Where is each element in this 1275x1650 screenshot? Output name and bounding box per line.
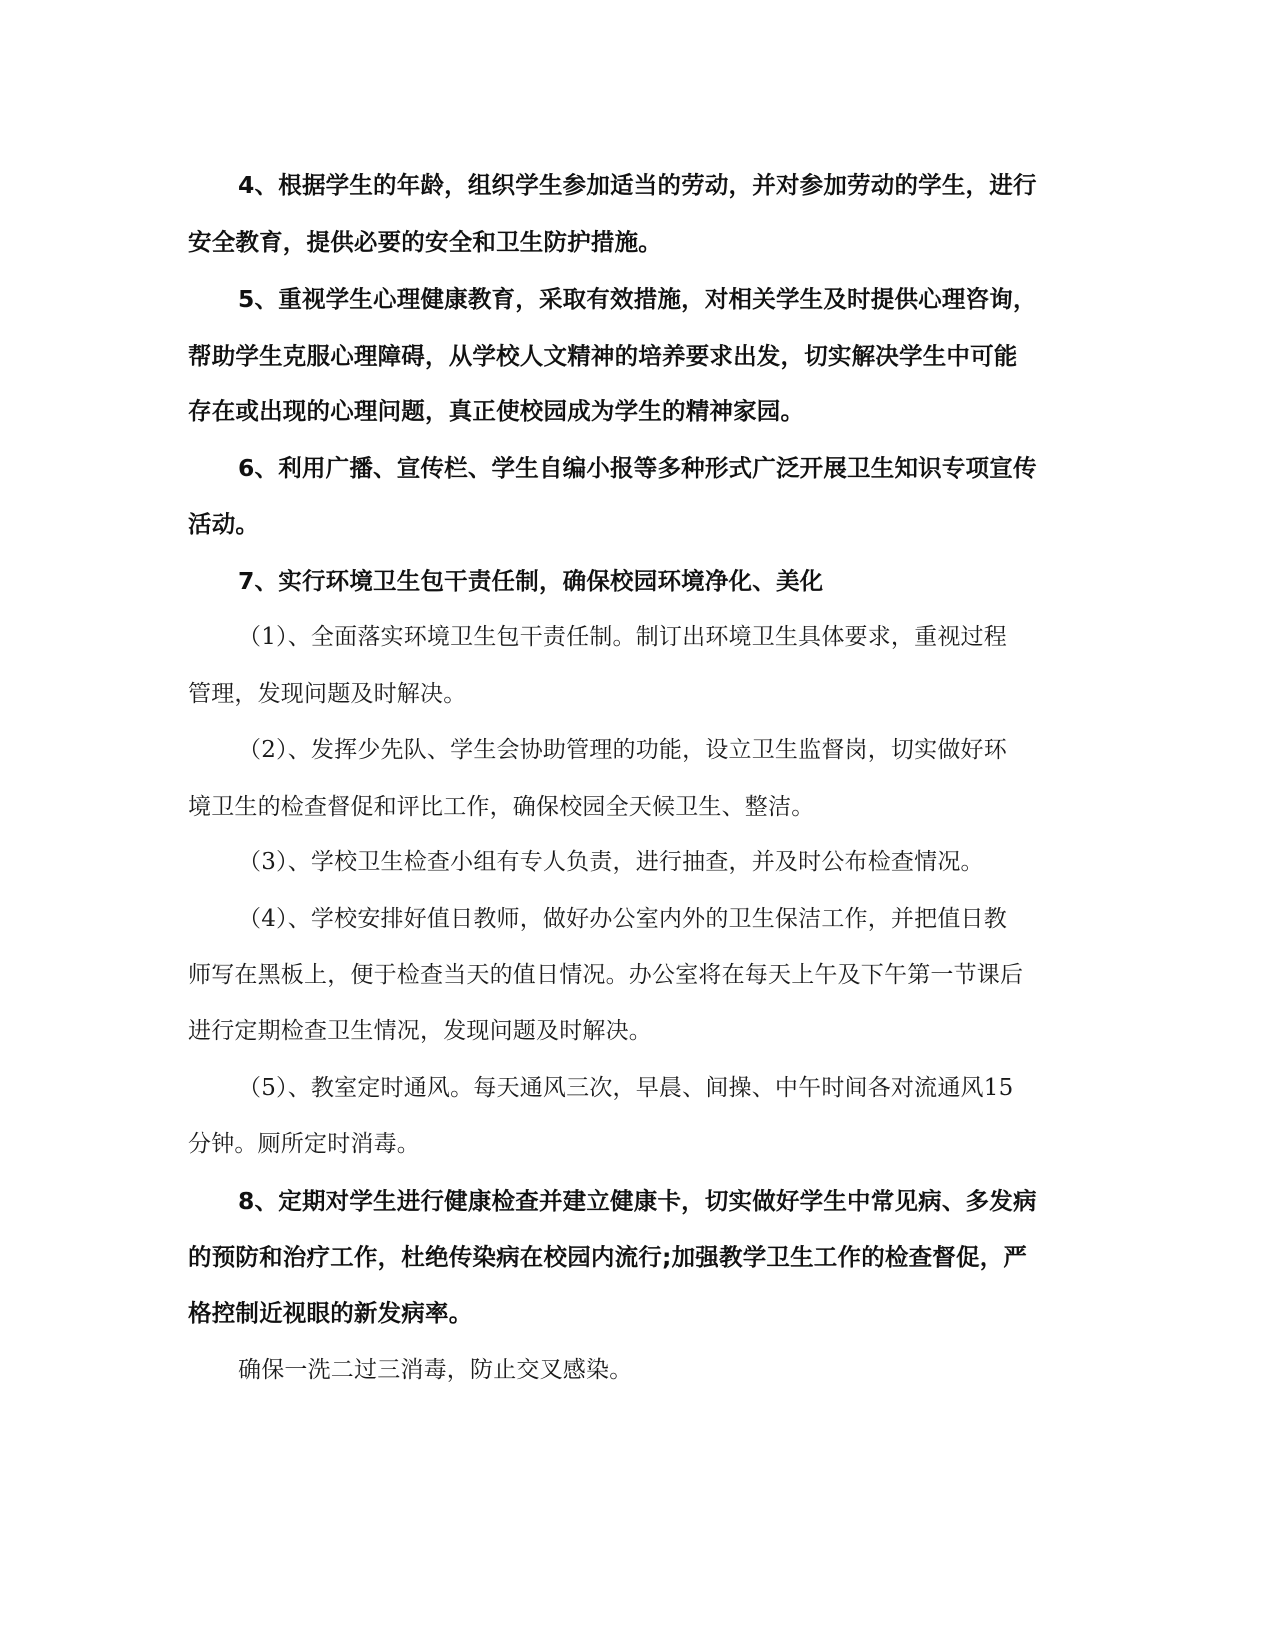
paragraph-5-line-3: 存在或出现的心理问题，真正使校园成为学生的精神家园。 [188,397,805,425]
item-4-line-2: 师写在黑板上，便于检查当天的值日情况。办公室将在每天上午及下午第一节课后 [188,962,1024,988]
paragraph-5-line-2: 帮助学生克服心理障碍，从学校人文精神的培养要求出发，切实解决学生中可能 [188,342,1018,370]
item-5-line-1: （5）、教室定时通风。每天通风三次，早晨、间操、中午时间各对流通风15 [238,1075,1014,1101]
item-2-line-2: 境卫生的检查督促和评比工作，确保校园全天候卫生、整洁。 [188,794,815,820]
paragraph-7-heading: 7、实行环境卫生包干责任制，确保校园环境净化、美化 [238,567,824,595]
paragraph-4-line-1: 4、根据学生的年龄，组织学生参加适当的劳动，并对参加劳动的学生，进行 [238,171,1037,199]
closing-line: 确保一洗二过三消毒，防止交叉感染。 [238,1357,633,1383]
item-1-line-2: 管理，发现问题及时解决。 [188,681,467,707]
item-1-line-1: （1）、全面落实环境卫生包干责任制。制订出环境卫生具体要求，重视过程 [238,624,1007,650]
paragraph-4-line-2: 安全教育，提供必要的安全和卫生防护措施。 [188,228,662,256]
paragraph-6-line-2: 活动。 [188,510,260,538]
paragraph-8-line-3: 格控制近视眼的新发病率。 [188,1299,473,1327]
item-5-line-2: 分钟。厕所定时消毒。 [188,1131,420,1157]
item-4-line-3: 进行定期检查卫生情况，发现问题及时解决。 [188,1018,652,1044]
paragraph-6-line-1: 6、利用广播、宣传栏、学生自编小报等多种形式广泛开展卫生知识专项宣传 [238,454,1037,482]
item-2-line-1: （2）、发挥少先队、学生会协助管理的功能，设立卫生监督岗，切实做好环 [238,737,1007,763]
item-3-line-1: （3）、学校卫生检查小组有专人负责，进行抽查，并及时公布检查情况。 [238,849,984,875]
paragraph-8-line-1: 8、定期对学生进行健康检查并建立健康卡，切实做好学生中常见病、多发病 [238,1187,1037,1215]
item-4-line-1: （4）、学校安排好值日教师，做好办公室内外的卫生保洁工作，并把值日教 [238,906,1007,932]
paragraph-5-line-1: 5、重视学生心理健康教育，采取有效措施，对相关学生及时提供心理咨询， [238,285,1037,313]
paragraph-8-line-2: 的预防和治疗工作，杜绝传染病在校园内流行;加强教学卫生工作的检查督促，严 [188,1243,1028,1271]
